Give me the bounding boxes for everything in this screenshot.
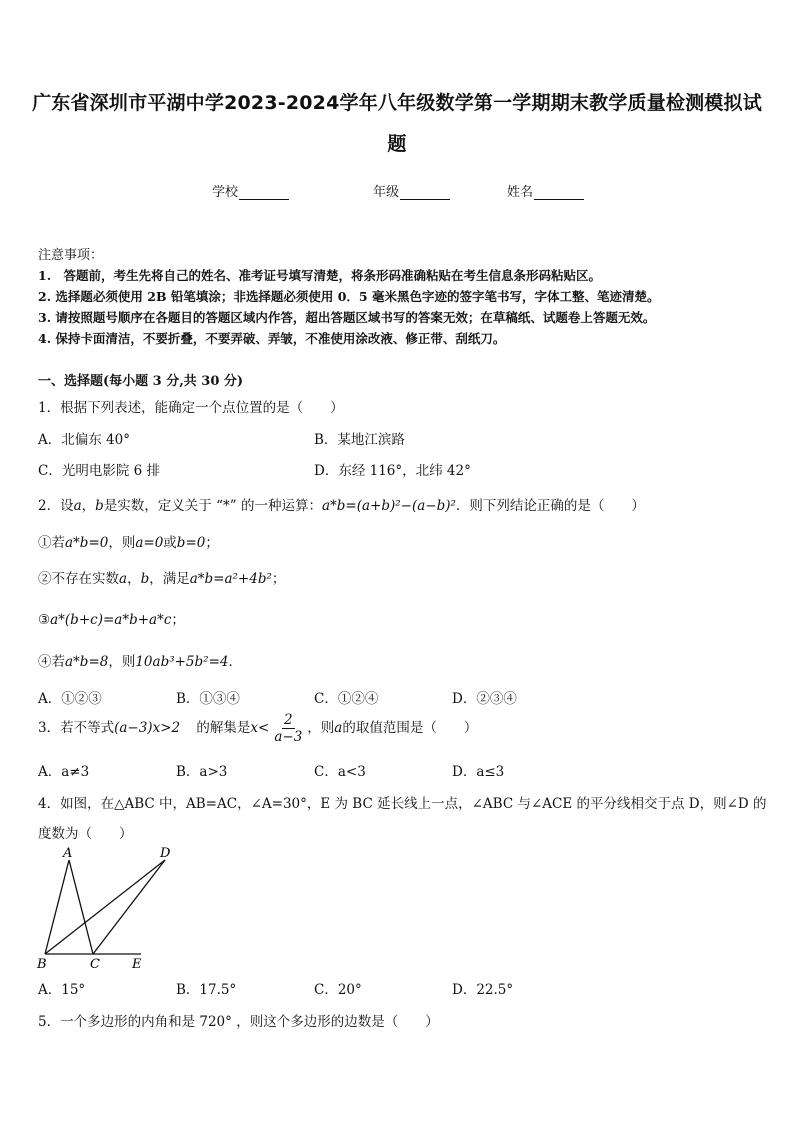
q2-option-c: C．①②④ <box>314 691 379 707</box>
q2-stem-c: 是实数，定义关于 “*” 的一种运算： <box>103 498 322 514</box>
q3-frac-den: a−3 <box>274 729 303 745</box>
q2-s1-math3: b=0 <box>176 535 206 551</box>
q4-stem-line1: 4．如图，在△ABC 中，AB=AC，∠A=30°，E 为 BC 延长线上一点，∠ABC 与∠ACE 的平分线相交于点 D，则∠D 的 <box>38 796 767 812</box>
grade-label: 年级 <box>373 185 400 200</box>
q2-s2-pre: ②不存在实数 <box>38 571 119 587</box>
q2-s1-math2: a=0 <box>135 535 164 551</box>
school-blank <box>239 186 289 200</box>
q2-s3-pre: ③ <box>38 612 51 628</box>
q3-stem-a: 3．若不等式 <box>38 720 115 736</box>
q2-option-a: A．①②③ <box>38 691 102 707</box>
q2-stem-b: ， <box>81 498 96 514</box>
q2-s1-pre: ①若 <box>38 535 65 551</box>
notes-heading: 注意事项： <box>38 248 104 263</box>
q2-s1-or: 或 <box>163 535 177 551</box>
q2-statement-3 <box>38 608 185 628</box>
q4-stem-line2: 度数为（ ） <box>38 826 133 842</box>
q1-option-b: B．某地江滨路 <box>314 432 405 448</box>
q4-label-a: A <box>63 846 73 861</box>
q4-option-d: D．22.5° <box>452 982 514 998</box>
section-heading: 一、选择题(每小题 3 分,共 30 分) <box>38 374 244 389</box>
q2-s4-pre: ④若 <box>38 654 65 670</box>
q2-s1-math: a*b=0 <box>65 535 109 551</box>
q4-option-b: B．17.5° <box>176 982 237 998</box>
q2-s4-end: ． <box>228 654 242 670</box>
note-item-4: 4. 保持卡面清洁，不要折叠，不要弄破、弄皱，不准使用涂改液、修正带、刮纸刀。 <box>38 331 506 346</box>
q1-option-d: D．东经 116°，北纬 42° <box>314 463 471 479</box>
q3-option-b: B．a>3 <box>176 764 228 780</box>
grade-blank <box>400 186 450 200</box>
name-blank <box>534 186 584 200</box>
note-item-3: 3. 请按照题号顺序在各题目的答题区域内作答，超出答题区域书写的答案无效；在草稿纸、试题卷上答题无效。 <box>38 310 656 325</box>
q2-s2-math2: b <box>140 571 150 587</box>
q1-option-c: C．光明电影院 6 排 <box>38 463 161 479</box>
exam-title-line1: 广东省深圳市平湖中学2023-2024学年八年级数学第一学期期末教学质量检测模拟试 <box>32 92 762 114</box>
q2-formula: a*b=(a+b)²−(a−b)² <box>321 498 456 514</box>
q3-stem-c: ，则 <box>307 720 335 736</box>
school-field <box>212 181 289 200</box>
q2-stem <box>38 494 645 514</box>
q2-statement-4 <box>38 650 242 670</box>
q2-s3-end: ； <box>171 612 185 628</box>
q2-var-b: b <box>95 498 104 514</box>
q3-inequality: (a−3)x>2 <box>114 720 181 736</box>
q2-s1-mid: ，则 <box>108 535 136 551</box>
q3-frac-num: 2 <box>284 712 293 728</box>
q2-s4-math: a*b=8 <box>65 654 109 670</box>
q3-option-a: A．a≠3 <box>38 764 90 780</box>
q4-triangle-diagram <box>30 842 190 974</box>
q3-stem <box>38 712 477 745</box>
q2-var-a: a <box>73 498 82 514</box>
q2-s2-mid: ，满足 <box>149 571 190 587</box>
school-label: 学校 <box>212 185 239 200</box>
q2-stem-d: ．则下列结论正确的是（ ） <box>455 498 645 514</box>
q2-s1-end: ； <box>205 535 219 551</box>
q4-segment-bd <box>45 860 165 954</box>
q4-segment-ab <box>45 860 69 954</box>
q4-option-c: C．20° <box>314 982 362 998</box>
q4-label-b: B <box>37 957 47 972</box>
q4-segment-ac <box>69 860 93 954</box>
q2-stem-a: 2．设 <box>38 498 74 514</box>
q3-option-d: D．a≤3 <box>452 764 505 780</box>
q4-label-c: C <box>90 957 100 972</box>
q2-s2-end: ； <box>271 571 286 587</box>
q4-segment-cd <box>93 860 165 954</box>
q1-stem: 1．根据下列表述，能确定一个点位置的是（ ） <box>38 400 344 416</box>
q2-s4-math2: 10ab³+5b²=4 <box>135 654 229 670</box>
q2-s2-math3: a*b=a²+4b² <box>189 571 272 587</box>
q4-option-a: A．15° <box>38 982 86 998</box>
q3-stem-b: 的解集是 <box>196 720 251 736</box>
note-item-2: 2. 选择题必须使用 2B 铅笔填涂；非选择题必须使用 0．5 毫米黑色字迹的签字笔书写，字体工整、笔迹清楚。 <box>38 289 660 304</box>
q4-label-e: E <box>132 957 142 972</box>
name-label: 姓名 <box>507 185 534 200</box>
q3-fraction <box>272 712 304 745</box>
q2-s4-mid: ，则 <box>108 654 136 670</box>
exam-title-line2: 题 <box>387 133 407 155</box>
name-field <box>507 181 584 200</box>
q2-s3-math: a*(b+c)=a*b+a*c <box>50 612 172 628</box>
q4-label-d: D <box>160 846 171 861</box>
q1-option-a: A．北偏东 40° <box>38 432 130 448</box>
q3-solution-left: x< <box>250 720 270 736</box>
q2-option-b: B．①③④ <box>176 691 240 707</box>
q5-stem: 5．一个多边形的内角和是 720° ，则这个多边形的边数是（ ） <box>38 1014 439 1030</box>
q2-s2-math: a <box>119 571 128 587</box>
q3-option-c: C．a<3 <box>314 764 366 780</box>
note-item-1: 1. 答题前，考生先将自己的姓名、准考证号填写清楚，将条形码准确粘贴在考生信息条形码粘贴区。 <box>38 268 602 283</box>
q2-statement-2 <box>38 567 285 587</box>
q2-s2-comma: ， <box>127 571 141 587</box>
q3-stem-d: 的取值范围是（ ） <box>342 720 478 736</box>
grade-field <box>373 181 450 200</box>
q2-option-d: D．②③④ <box>452 691 517 707</box>
q3-var: a <box>334 720 343 736</box>
q2-statement-1 <box>38 531 219 551</box>
